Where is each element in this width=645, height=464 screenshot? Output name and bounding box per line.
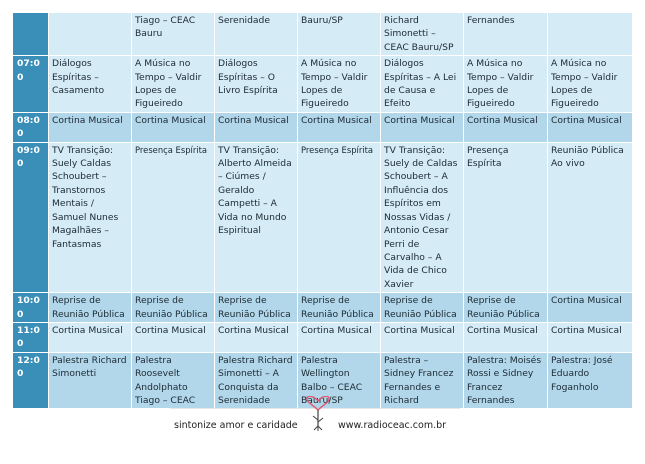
program-cell: Reunião Pública Ao vivo [548,142,633,292]
program-cell [49,13,132,56]
program-cell: Reprise de Reunião Pública [49,293,132,323]
program-cell: Diálogos Espíritas – Casamento [49,56,132,113]
program-cell: Cortina Musical [298,322,381,352]
program-cell: Cortina Musical [381,112,464,142]
program-cell: Reprise de Reunião Pública [132,293,215,323]
time-slot [13,13,49,56]
program-cell: Cortina Musical [548,322,633,352]
time-slot: 11:00 [13,322,49,352]
program-cell: Cortina Musical [49,112,132,142]
program-cell: Cortina Musical [215,322,298,352]
program-cell: Cortina Musical [49,322,132,352]
program-cell: Tiago – CEAC Bauru [132,13,215,56]
schedule-row [13,13,633,56]
footer-slogan: sintonize amor e caridade [174,420,298,431]
program-cell: Palestra: Moisés Rossi e Sidney Francez Fernandes [464,352,548,409]
program-cell: Cortina Musical [548,112,633,142]
program-cell: Palestra – Sidney Francez Fernandes e Richard [381,352,464,409]
time-slot: 12:00 [13,352,49,409]
time-slot: 07:00 [13,56,49,113]
program-cell: Presença Espírita [298,142,381,292]
program-cell: Cortina Musical [298,112,381,142]
program-cell: Palestra Roosevelt Andolphato Tiago – CEAC [132,352,215,409]
program-cell: Cortina Musical [132,322,215,352]
program-cell: Reprise de Reunião Pública [298,293,381,323]
schedule-row [13,112,633,142]
footer [170,396,460,440]
program-cell: TV Transição: Suely de Caldas Schoubert – A Influência dos Espíritos em Nossas Vidas / Antonio Cesar Perri de Carvalho – A Vida de Chico Xavier [381,142,464,292]
time-slot: 09:00 [13,142,49,292]
program-cell: Reprise de Reunião Pública [381,293,464,323]
program-cell: Palestra Wellington Balbo – CEAC Bauru/SP [298,352,381,409]
program-cell: A Música no Tempo – Valdir Lopes de Figueiredo [464,56,548,113]
footer-url[interactable]: www.radioceac.com.br [338,420,447,431]
program-cell [548,13,633,56]
program-cell: TV Transição: Alberto Almeida – Ciúmes / Geraldo Campetti – A Vida no Mundo Espiritual [215,142,298,292]
program-cell: Diálogos Espíritas – O Livro Espírita [215,56,298,113]
program-cell: TV Transição: Suely Caldas Schoubert – Transtornos Mentais / Samuel Nunes Magalhães – Fantasmas [49,142,132,292]
time-slot: 08:00 [13,112,49,142]
program-cell: Bauru/SP [298,13,381,56]
schedule-row [13,56,633,113]
program-cell: A Música no Tempo – Valdir Lopes de Figueiredo [548,56,633,113]
program-cell: Cortina Musical [464,322,548,352]
schedule-row [13,293,633,323]
program-cell: A Música no Tempo – Valdir Lopes de Figueiredo [132,56,215,113]
program-cell: Presença Espírita [464,142,548,292]
schedule-table [12,12,633,409]
time-slot: 10:00 [13,293,49,323]
program-cell: A Música no Tempo – Valdir Lopes de Figueiredo [298,56,381,113]
program-cell: Cortina Musical [381,322,464,352]
program-cell: Serenidade [215,13,298,56]
program-cell: Fernandes [464,13,548,56]
program-cell: Diálogos Espíritas – A Lei de Causa e Efeito [381,56,464,113]
program-cell: Palestra: José Eduardo Foganholo [548,352,633,409]
program-cell: Cortina Musical [548,293,633,323]
program-cell: Cortina Musical [464,112,548,142]
program-cell: Cortina Musical [132,112,215,142]
program-cell: Richard Simonetti – CEAC Bauru/SP [381,13,464,56]
schedule-row [13,322,633,352]
program-cell: Reprise de Reunião Pública [464,293,548,323]
program-cell: Cortina Musical [215,112,298,142]
schedule-row [13,142,633,292]
program-cell: Palestra Richard Simonetti – A Conquista da Serenidade [215,352,298,409]
program-cell: Presença Espírita [132,142,215,292]
program-cell: Reprise de Reunião Pública [215,293,298,323]
program-cell: Palestra Richard Simonetti [49,352,132,409]
heart-tree-icon [304,396,332,436]
